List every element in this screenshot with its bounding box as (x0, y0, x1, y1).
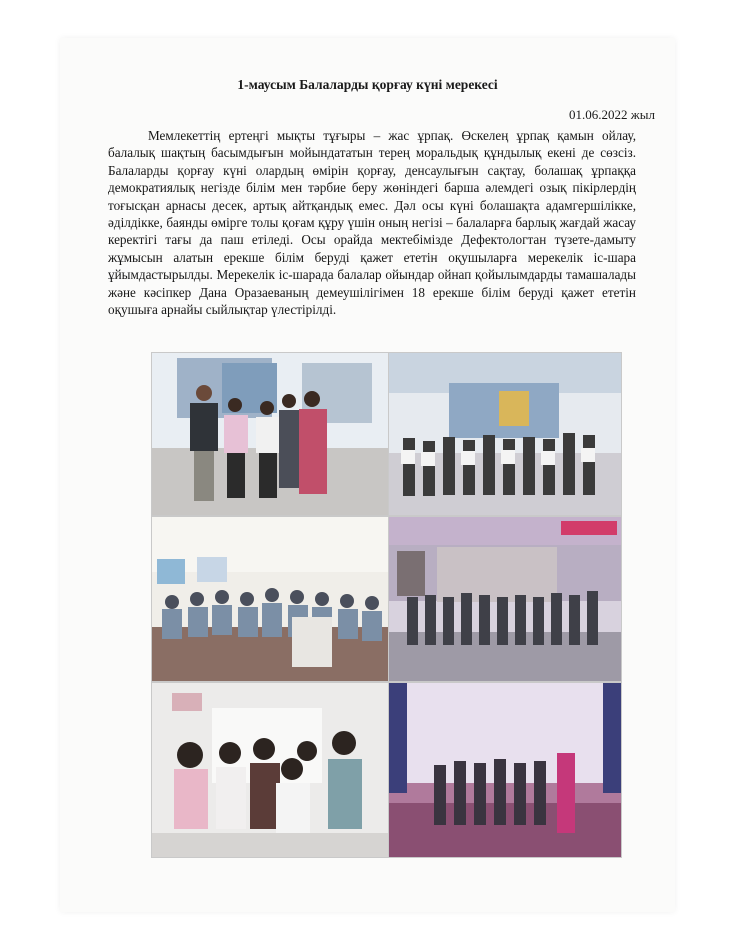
document-paragraph: Мемлекеттің ертеңгі мықты тұғыры – жас ұрпақ. Өскелең ұрпақ қамын ойлау, балалық шақтың басымдығын мойындататын терең моральдық құндылық екені де сөзсіз. Балаларды қорғау күні олардың өмірін қорғау, денсаулығын сақтау, болашақ ұрпаққа демократиялық негізде білім мен тәрбие беру жөніндегі барша әлемдегі озық пікірлердің тоғысқан арнасы десек, артық айтқандық емес. Дәл осы күні болашақта адамгершілікке, әділдікке, баянды өмірге толы қоғам құру үшін оның негізі – балаларға барлық жағдай жасау керектігі тағы да паш етіледі. Осы орайда мектебімізде Дефектологтан түзете-дамыту жұмысын алатын ерекше білім беруді қажет ететін оқушыларға мерекелік іс-шара ұйымдастырылды. Мерекелік іс-шарада балалар ойындар ойнап қойылымдарды тамашалады және кәсіпкер Дана Оразаеваның демеушілігімен 18 ерекше білім беруді қажет ететін оқушыға арнайы сыйлықтар үлестірілді. (108, 128, 636, 318)
photo-children-by-stand (388, 516, 622, 682)
document-title: 1-маусым Балаларды қорғау күні мерекесі (237, 77, 498, 92)
photo-group-with-teachers (151, 352, 389, 516)
document-date: 01.06.2022 жыл (569, 107, 655, 122)
photo-children-with-certificates (388, 352, 622, 516)
photo-assembly-hall-audience (151, 516, 389, 682)
photo-children-closeup (151, 682, 389, 858)
photo-children-on-stage (388, 682, 622, 858)
